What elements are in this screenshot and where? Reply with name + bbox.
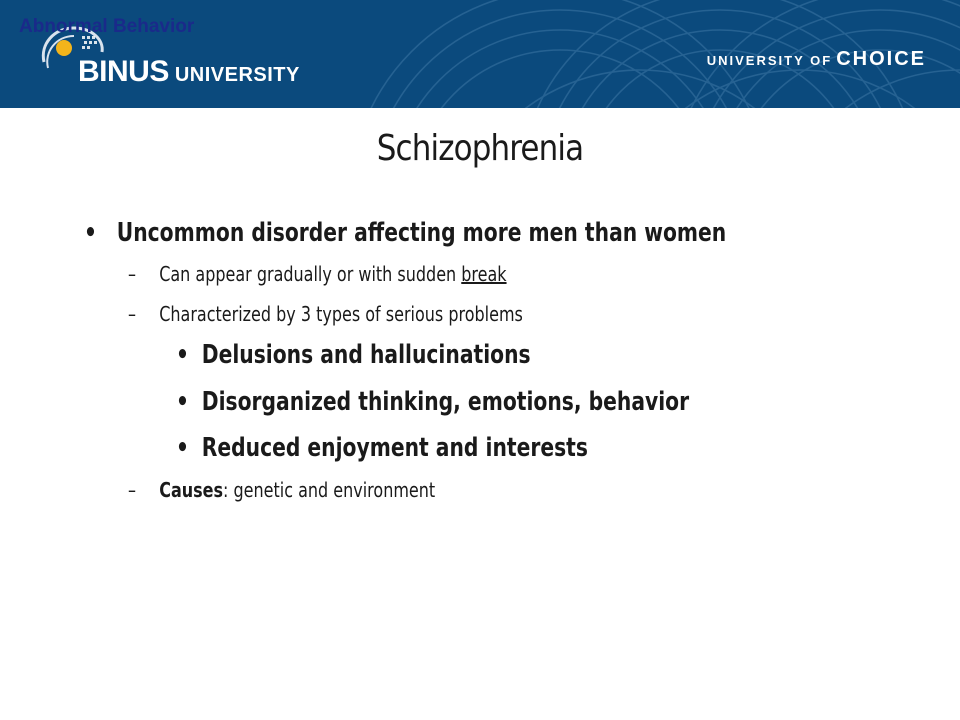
tagline-emphasis: CHOICE [836,48,926,70]
dash-icon: – [128,478,136,502]
nested-bullet-reduced-enjoyment [176,433,588,463]
sub-bullet-characterized [128,302,523,326]
bullet-main-text: Uncommon disorder affecting more men than women [116,218,727,248]
sub-bullet-onset-text: Can appear gradually or with sudden [159,262,462,286]
nested-bullet-delusions [176,340,531,370]
tagline-prefix: UNIVERSITY OF [706,53,833,68]
nested-bullet-text: Reduced enjoyment and interests [201,433,588,463]
dash-icon: – [128,262,136,286]
bullet-icon: • [84,218,97,248]
bullet-icon: • [176,340,189,370]
sub-bullet-onset [128,262,507,286]
course-label: Abnormal Behavior [19,16,195,37]
slide-title: Schizophrenia [376,128,584,169]
brand-secondary: UNIVERSITY [174,64,300,86]
bullet-main [84,218,726,248]
nested-bullet-text: Delusions and hallucinations [201,340,531,370]
dash-icon: – [128,302,136,326]
bullet-icon: • [176,387,189,417]
sub-bullet-causes [128,478,435,502]
nested-bullet-text: Disorganized thinking, emotions, behavior [201,387,690,417]
causes-label: Causes [159,478,224,502]
university-logo [78,55,300,89]
bullet-icon: • [176,433,189,463]
causes-text: : genetic and environment [223,478,436,502]
brand-primary: BINUS [78,55,169,88]
sub-bullet-characterized-text: Characterized by 3 types of serious problems [159,302,523,326]
university-tagline [707,48,926,71]
underlined-word: break [461,262,507,286]
nested-bullet-disorganized [176,387,689,417]
